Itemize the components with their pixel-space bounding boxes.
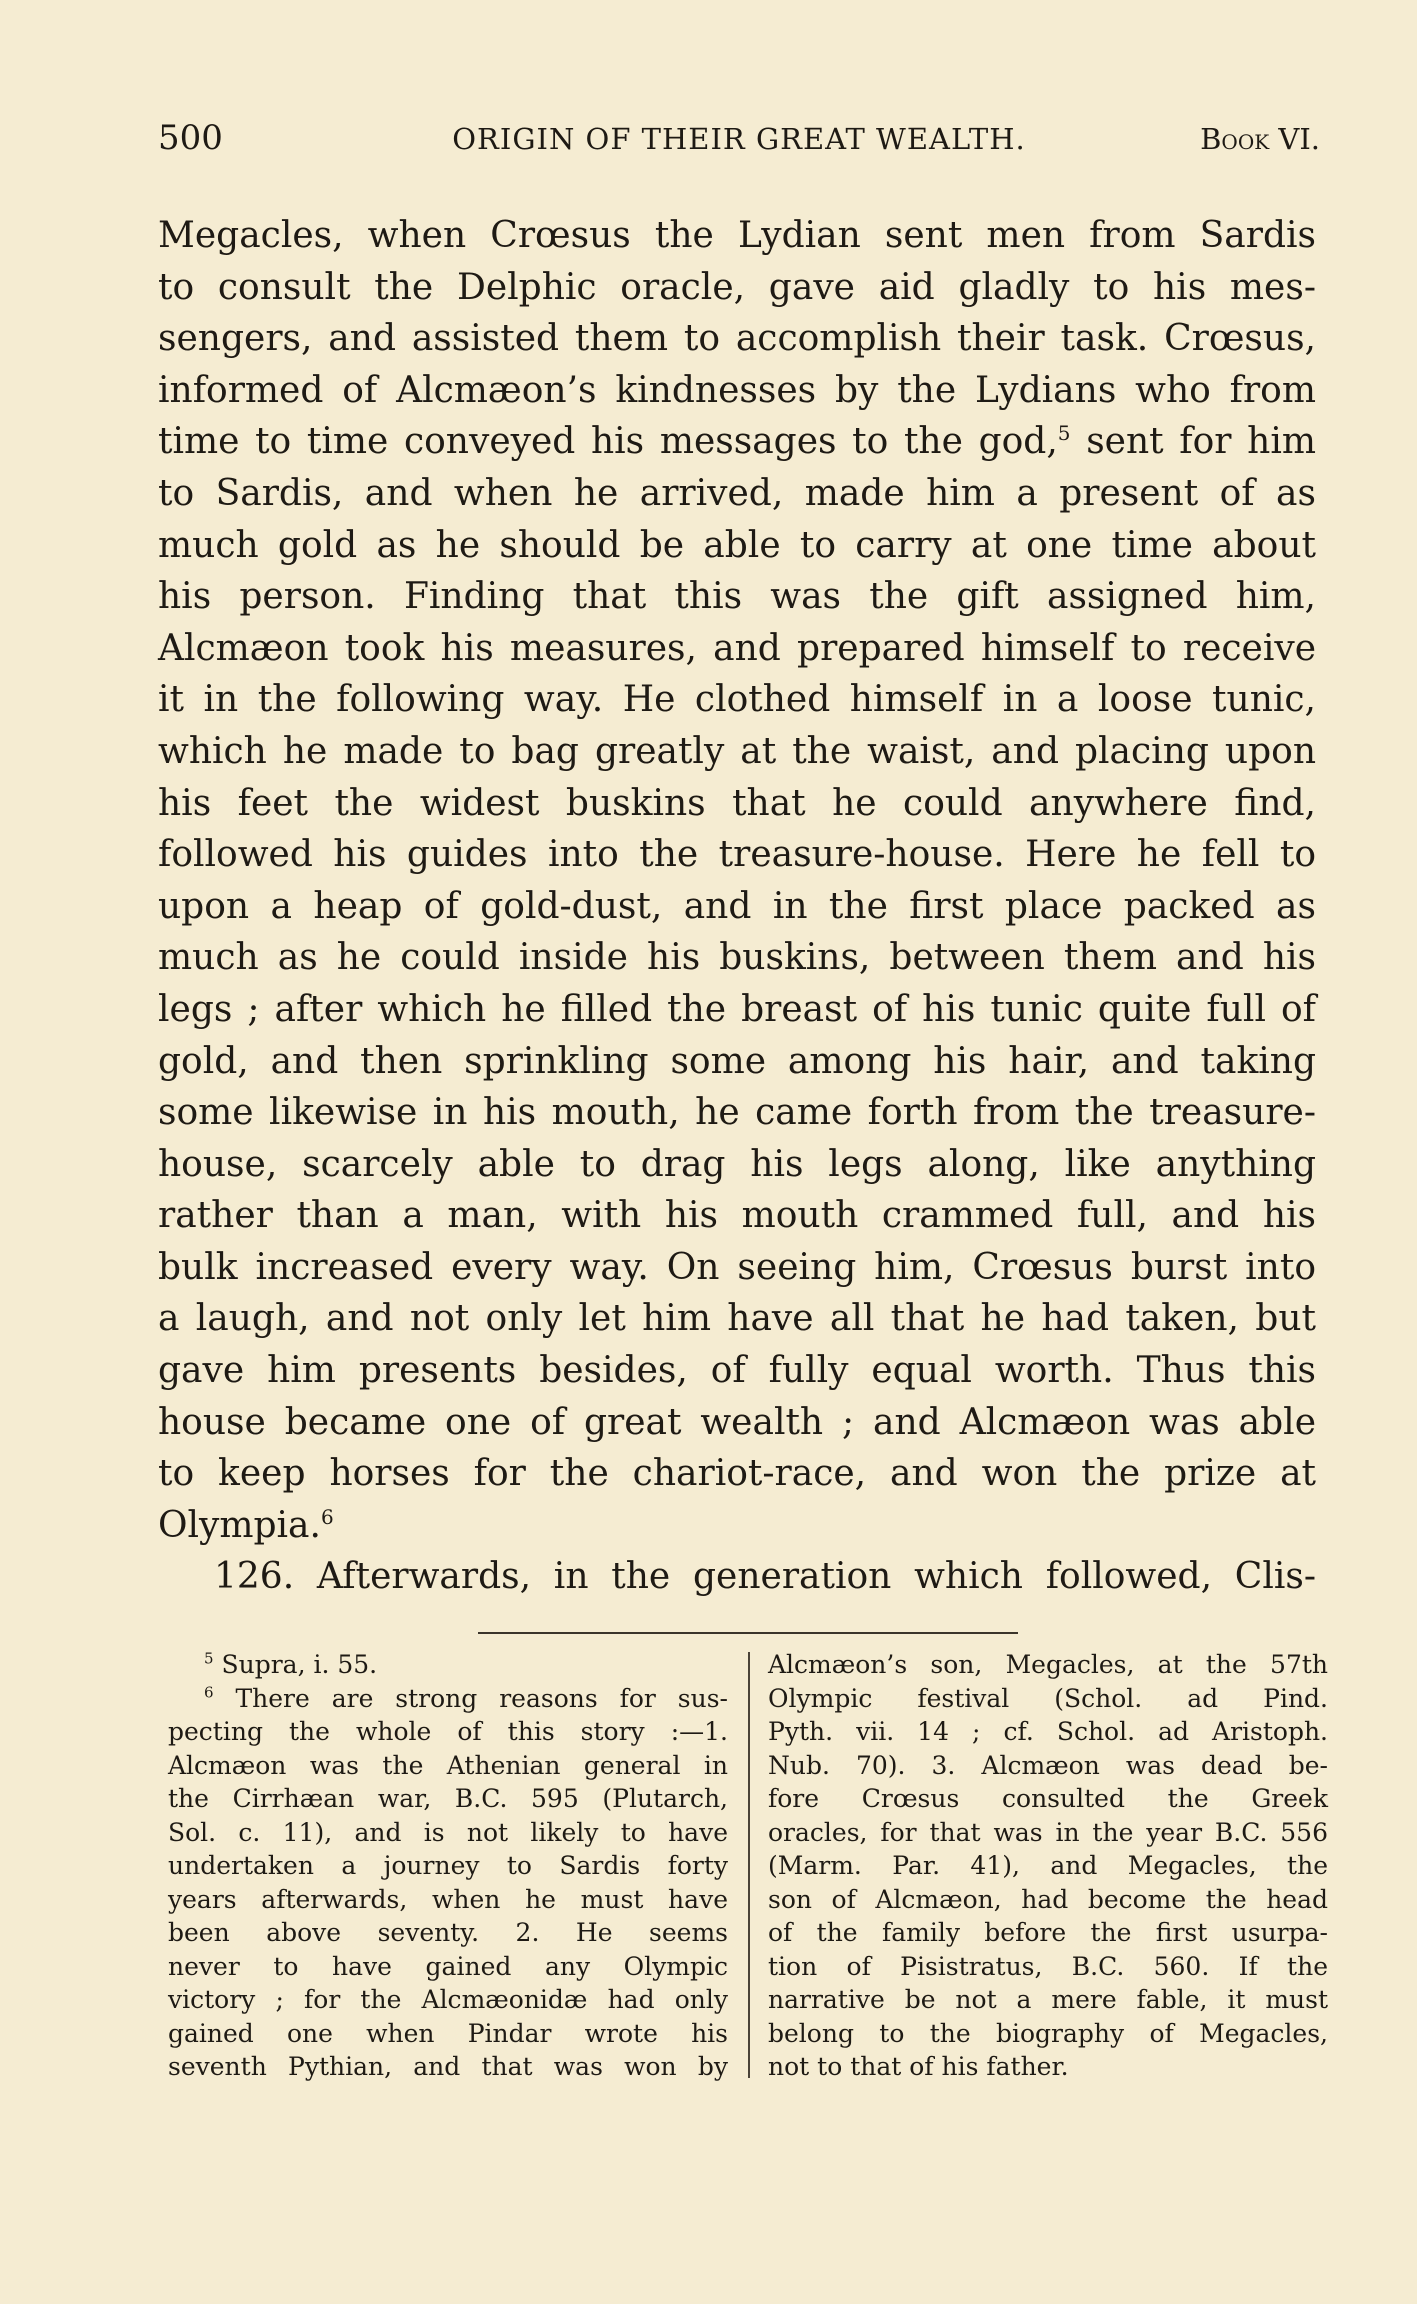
footnote-line (168, 1916, 728, 1950)
line-text: it in the following way. He clothed himself in a loose tunic, (158, 679, 1316, 721)
footnotes (158, 1648, 1328, 2088)
line-text: gave him presents besides, of fully equal worth. Thus this (158, 1350, 1316, 1392)
footnote-reference: 5 (1057, 421, 1071, 446)
text-line (158, 416, 1316, 468)
footnote-line (768, 1983, 1328, 2017)
line-text: upon a heap of gold-dust, and in the first place packed as (158, 885, 1316, 927)
footnote-line (168, 1883, 728, 1917)
line-text: tion of Pisistratus, B.C. 560. If the (768, 1951, 1328, 1981)
line-text: much gold as he should be able to carry at one time about (158, 524, 1316, 566)
text-line (158, 1448, 1316, 1500)
footnote-marker: 5 (204, 1649, 214, 1668)
text-line (158, 674, 1316, 726)
footnote-line (168, 1816, 728, 1850)
line-text: sengers, and assisted them to accomplish their task. Crœsus, (158, 318, 1316, 360)
page-number: 500 (158, 118, 223, 158)
text-line (158, 1036, 1316, 1088)
text-line (158, 726, 1316, 778)
line-text: Olympic festival (Schol. ad Pind. (768, 1683, 1328, 1713)
line-text: informed of Alcmæon’s kindnesses by the Lydians who from (158, 369, 1316, 411)
line-text: his feet the widest buskins that he could anywhere find, (158, 782, 1316, 824)
line-text: Supra, i. 55. (221, 1650, 378, 1679)
line-text: his person. Finding that this was the gift assigned him, (158, 576, 1316, 618)
line-text: gold, and then sprinkling some among his hair, and taking (158, 1040, 1316, 1082)
running-title: ORIGIN OF THEIR GREAT WEALTH. (452, 122, 1026, 156)
text-line (158, 468, 1316, 520)
footnote-line (768, 2017, 1328, 2051)
text-line (158, 365, 1316, 417)
book-label: Book VI. (1200, 122, 1320, 156)
footnote-line (168, 2017, 728, 2051)
line-text: victory ; for the Alcmæonidæ had only (168, 1985, 728, 2014)
line-text: fore Crœsus consulted the Greek (768, 1784, 1328, 1813)
line-text: There are strong reasons for sus- (235, 1683, 729, 1713)
line-text: which he made to bag greatly at the waist, and placing upon (158, 730, 1316, 772)
footnote-line (768, 1816, 1328, 1850)
footnote-line (768, 1950, 1328, 1984)
line-text: years afterwards, when he must have (168, 1884, 728, 1914)
line-text: pecting the whole of this story :—1. (168, 1717, 728, 1746)
footnote-line (768, 1749, 1328, 1783)
line-text: legs ; after which he filled the breast of his tunic quite full of (158, 988, 1316, 1030)
footnote-line (168, 1849, 728, 1883)
line-text: to consult the Delphic oracle, gave aid gladly to his mes- (158, 266, 1316, 308)
footnote-line (168, 1782, 728, 1816)
line-text: a laugh, and not only let him have all that he had taken, but (158, 1298, 1316, 1340)
line-text: oracles, for that was in the year B.C. 556 (768, 1817, 1328, 1847)
line-text: house, scarcely able to drag his legs along, like anything (158, 1143, 1316, 1185)
line-text: Nub. 70). 3. Alcmæon was dead be- (768, 1750, 1328, 1780)
footnote-line (168, 1682, 728, 1716)
footnote-line (768, 1849, 1328, 1883)
line-text: son of Alcmæon, had become the head (768, 1884, 1328, 1914)
line-text: some likewise in his mouth, he came forth from the treasure- (158, 1092, 1316, 1134)
text-line (158, 829, 1316, 881)
line-text: narrative be not a mere fable, it must (768, 1985, 1328, 2014)
line-text: (Marm. Par. 41), and Megacles, the (768, 1851, 1328, 1880)
line-text: Sol. c. 11), and is not likely to have (168, 1817, 728, 1847)
text-line (158, 520, 1316, 572)
text-line (158, 262, 1316, 314)
line-text-continued: sent for him (1070, 421, 1316, 463)
line-text: seventh Pythian, and that was won by (168, 2052, 728, 2081)
text-line (158, 1551, 1316, 1603)
line-text: to Sardis, and when he arrived, made him a present of as (158, 472, 1316, 514)
text-line (158, 1242, 1316, 1294)
page-header (158, 118, 1320, 168)
line-text: been above seventy. 2. He seems (168, 1918, 728, 1947)
text-line (158, 984, 1316, 1036)
text-line (158, 1397, 1316, 1449)
footnote-line (168, 1983, 728, 2017)
text-line (158, 1190, 1316, 1242)
footnote-line (168, 1715, 728, 1749)
footnote-line (768, 1682, 1328, 1716)
line-text: Olympia. (158, 1504, 321, 1546)
line-text: undertaken a journey to Sardis forty (168, 1851, 728, 1880)
line-text: the Cirrhæan war, B.C. 595 (Plutarch, (168, 1784, 728, 1813)
line-text: 126. Afterwards, in the generation which followed, Clis- (214, 1556, 1316, 1598)
main-text (158, 210, 1316, 1603)
line-text: to keep horses for the chariot-race, and won the prize at (158, 1453, 1316, 1495)
line-text: Pyth. vii. 14 ; cf. Schol. ad Aristoph. (768, 1717, 1328, 1746)
footnote-line (168, 1950, 728, 1984)
text-line (158, 1293, 1316, 1345)
footnote-line (768, 2050, 1328, 2084)
text-line (158, 1087, 1316, 1139)
line-text: much as he could inside his buskins, between them and his (158, 937, 1316, 979)
line-text: time to time conveyed his messages to the god, (158, 421, 1058, 463)
footnote-column-right (768, 1648, 1328, 2084)
text-line (158, 313, 1316, 365)
footnote-line (168, 1648, 728, 1682)
text-line (158, 571, 1316, 623)
line-text: belong to the biography of Megacles, (768, 2018, 1328, 2048)
footnote-reference: 6 (320, 1504, 334, 1529)
text-line (158, 623, 1316, 675)
line-text: house became one of great wealth ; and Alcmæon was able (158, 1401, 1316, 1443)
column-divider (748, 1652, 750, 2078)
line-text: never to have gained any Olympic (168, 1951, 728, 1981)
footnote-column-left (168, 1648, 728, 2084)
footnote-line (768, 1715, 1328, 1749)
footnote-line (768, 1916, 1328, 1950)
line-text: Alcmæon’s son, Megacles, at the 57th (768, 1650, 1328, 1679)
line-text: gained one when Pindar wrote his (168, 2018, 728, 2048)
line-text: followed his guides into the treasure-house. Here he fell to (158, 834, 1316, 876)
text-line (158, 210, 1316, 262)
footnote-marker: 6 (204, 1683, 214, 1702)
footnote-rule (478, 1632, 1018, 1634)
line-text: of the family before the first usurpa- (768, 1918, 1328, 1947)
line-text: bulk increased every way. On seeing him, Crœsus burst into (158, 1246, 1316, 1288)
footnote-line (168, 1749, 728, 1783)
line-text: not to that of his father. (768, 2052, 1069, 2081)
text-line (158, 1139, 1316, 1191)
text-line (158, 1345, 1316, 1397)
line-text: Megacles, when Crœsus the Lydian sent men from Sardis (158, 215, 1316, 256)
line-text: Alcmæon was the Athenian general in (168, 1750, 728, 1780)
line-text: Alcmæon took his measures, and prepared himself to receive (158, 627, 1316, 669)
text-line (158, 932, 1316, 984)
line-text: rather than a man, with his mouth crammed full, and his (158, 1195, 1316, 1237)
footnote-line (168, 2050, 728, 2084)
text-line (158, 881, 1316, 933)
footnote-line (768, 1883, 1328, 1917)
footnote-line (768, 1648, 1328, 1682)
footnote-line (768, 1782, 1328, 1816)
text-line (158, 1500, 1316, 1552)
text-line (158, 778, 1316, 830)
